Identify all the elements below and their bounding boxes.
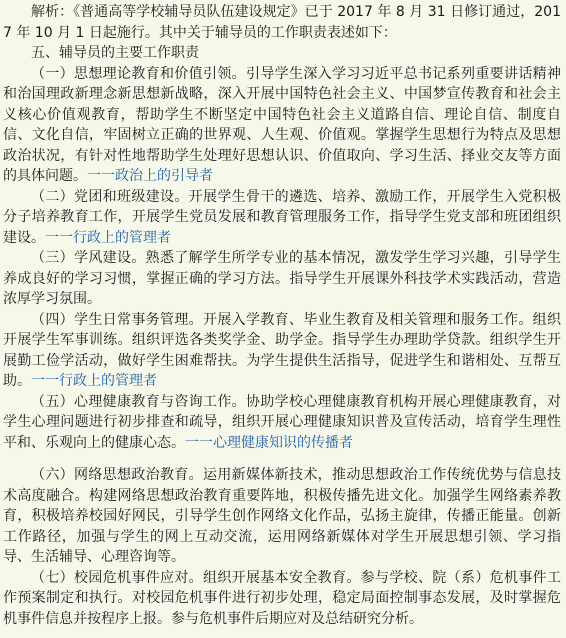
- document-body: [3, 2, 561, 629]
- duty-7-paragraph: [3, 568, 561, 630]
- duty-4-role: 一一行政上的管理者: [31, 373, 157, 389]
- duty-1-text: （一）思想理论教育和价值引领。引导学生深入学习习近平总书记系列重要讲话精神和治国理政新理念新思想新战略，深入开展中国特色社会主义、中国梦宣传教育和社会主义核心价值观教育，帮助学生不断坚定中国特色社会主义道路自信、理论自信、制度自信、文化自信，牢固树立正确的世界观、人生观、价值观。掌握学生思想行为特点及思想政治状况，有针对性地帮助学生处理好思想认识、价值取向、学习生活、择业交友等方面的具体问题。: [3, 65, 561, 184]
- duty-7-text: （七）校园危机事件应对。组织开展基本安全教育。参与学校、院（系）危机事件工作预案制定和执行。对校园危机事件进行初步处理，稳定局面控制事态发展，及时掌握危机事件信息并按程序上报。参与危机事件后期应对及总结研究分析。: [3, 569, 561, 627]
- duty-3-text: （三）学风建设。熟悉了解学生所学专业的基本情况，激发学生学习兴趣，引导学生养成良好的学习习惯，掌握正确的学习方法。指导学生开展课外科技学术实践活动，营造浓厚学习氛围。: [3, 250, 561, 307]
- duty-2-text: （二）党团和班级建设。开展学生骨干的遴选、培养、激励工作，开展学生入党积极分子培养教育工作，开展学生党员发展和教育管理服务工作，指导学生党支部和班团组织建设。: [3, 188, 561, 246]
- duty-1-paragraph: [3, 64, 561, 187]
- duty-1-role: 一一政治上的引导者: [87, 168, 213, 184]
- duty-4-paragraph: [3, 310, 561, 392]
- duty-5-paragraph: [3, 392, 561, 454]
- duty-5-role: 一一心理健康知识的传播者: [185, 434, 353, 451]
- intro-paragraph: 解析：《普通高等学校辅导员队伍建设规定》已于 2017 年 8 月 31 日修订通过，2017 年 10 月 1 日起施行。其中关于辅导员的工作职责表述如下：: [3, 4, 561, 41]
- duty-2-paragraph: [3, 187, 561, 249]
- section-heading: 五、辅导员的主要工作职责: [31, 45, 199, 61]
- duty-5-text: （五）心理健康教育与咨询工作。协助学校心理健康教育机构开展心理健康教育，对学生心理问题进行初步排查和疏导，组织开展心理健康知识普及宣传活动，培育学生理性平和、乐观向上的健康心态。: [3, 393, 561, 451]
- duty-6-paragraph: [3, 465, 561, 568]
- paragraph-gap: [3, 453, 561, 465]
- duty-4-text: （四）学生日常事务管理。开展入学教育、毕业生教育及相关管理和服务工作。组织开展学生军事训练。组织评选各类奖学金、助学金。指导学生办理助学贷款。组织学生开展勤工俭学活动，做好学生困难帮扶。为学生提供生活指导，促进学生和谐相处、互帮互助。: [3, 311, 561, 389]
- duty-3-paragraph: [3, 248, 561, 310]
- duty-6-text: （六）网络思想政治教育。运用新媒体新技术，推动思想政治工作传统优势与信息技术高度融合。构建网络思想政治教育重要阵地，积极传播先进文化。加强学生网络素养教育，积极培养校园好网民，引导学生创作网络文化作品，弘扬主旋律，传播正能量。创新工作路径，加强与学生的网上互动交流，运用网络新媒体对学生开展思想引领、学习指导、生活辅导、心理咨询等。: [3, 467, 561, 565]
- duty-2-role: 一一行政上的管理者: [45, 229, 171, 246]
